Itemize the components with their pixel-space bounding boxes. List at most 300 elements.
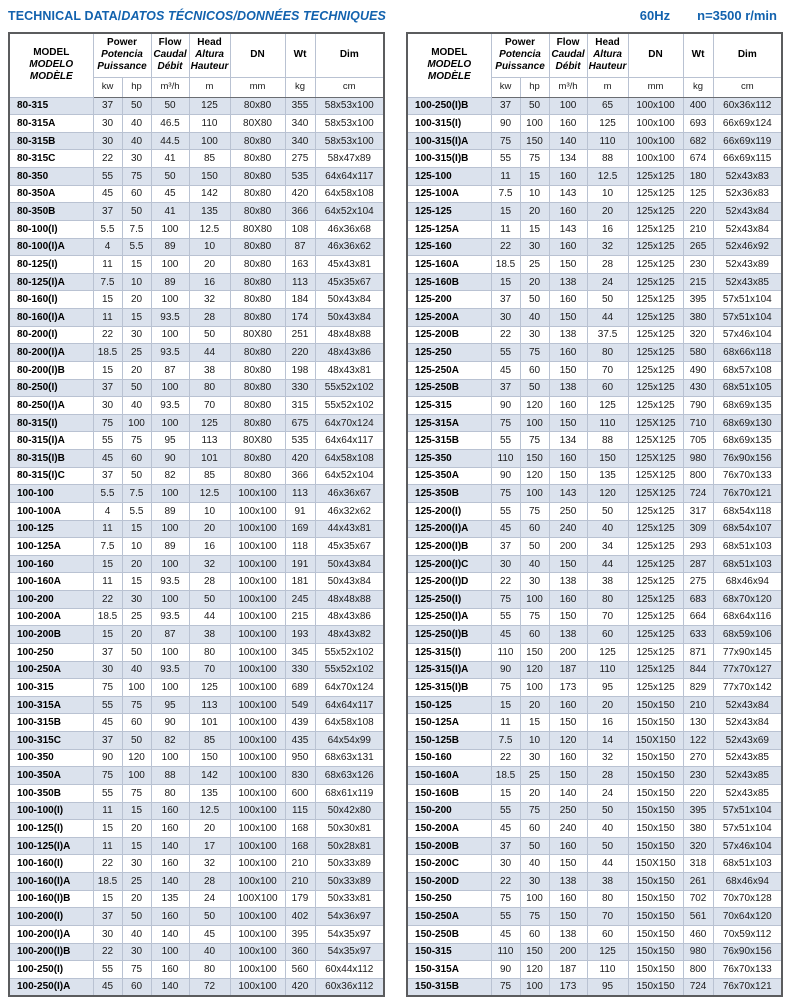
model-cell: 150-315A — [407, 961, 491, 979]
wt-cell: 108 — [285, 220, 315, 238]
kw-cell: 30 — [491, 555, 520, 573]
hp-cell: 50 — [520, 291, 549, 309]
flow-cell: 100 — [151, 291, 189, 309]
head-cell: 125 — [587, 397, 628, 415]
dim-cell: 50x43x84 — [315, 555, 384, 573]
model-cell: 100-125 — [9, 520, 93, 538]
dn-cell: 150x150 — [628, 714, 683, 732]
wt-cell: 122 — [683, 732, 713, 750]
table-row — [407, 714, 782, 732]
head-cell: 44 — [587, 555, 628, 573]
pump-table-right — [406, 32, 783, 997]
hp-cell: 30 — [122, 591, 151, 609]
hp-cell: 40 — [122, 132, 151, 150]
dn-cell: 100x100 — [230, 820, 285, 838]
head-cell: 80 — [189, 379, 230, 397]
dn-cell: 100x100 — [230, 925, 285, 943]
table-row — [407, 450, 782, 468]
wt-cell: 560 — [285, 961, 315, 979]
dim-cell: 52x43x85 — [713, 273, 782, 291]
model-cell: 100-315A — [9, 696, 93, 714]
dim-cell: 68x70x120 — [713, 591, 782, 609]
model-cell: 100-160(I)B — [9, 890, 93, 908]
head-cell: 40 — [587, 820, 628, 838]
model-cell: 80-125(I) — [9, 256, 93, 274]
dn-cell: 80x80 — [230, 238, 285, 256]
table-row — [9, 309, 384, 327]
kw-cell: 22 — [491, 573, 520, 591]
wt-cell: 950 — [285, 749, 315, 767]
hp-cell: 30 — [122, 326, 151, 344]
unit-kw: kw — [93, 77, 122, 97]
hp-cell: 15 — [122, 837, 151, 855]
table-row — [407, 643, 782, 661]
model-cell: 125-350A — [407, 467, 491, 485]
dim-cell: 50x30x81 — [315, 820, 384, 838]
dim-cell: 64x52x104 — [315, 467, 384, 485]
flow-cell: 160 — [549, 450, 587, 468]
table-row — [407, 732, 782, 750]
dim-cell: 68x69x130 — [713, 414, 782, 432]
flow-cell: 100 — [151, 326, 189, 344]
dn-cell: 125x125 — [628, 573, 683, 591]
table-row — [9, 784, 384, 802]
model-cell: 80-160(I) — [9, 291, 93, 309]
column-header-head — [587, 33, 628, 77]
hp-cell: 150 — [520, 132, 549, 150]
dn-cell: 150x150 — [628, 873, 683, 891]
dn-cell: 80x80 — [230, 379, 285, 397]
kw-cell: 11 — [93, 573, 122, 591]
hp-cell: 15 — [122, 520, 151, 538]
table-row — [407, 168, 782, 186]
dim-cell: 54x36x97 — [315, 908, 384, 926]
hp-cell: 30 — [520, 573, 549, 591]
wt-cell: 844 — [683, 661, 713, 679]
dn-cell: 100x100 — [230, 961, 285, 979]
dim-cell: 64x52x104 — [315, 203, 384, 221]
table-row — [9, 696, 384, 714]
model-cell: 125-160 — [407, 238, 491, 256]
kw-cell: 15 — [93, 890, 122, 908]
wt-cell: 871 — [683, 643, 713, 661]
model-cell: 100-160A — [9, 573, 93, 591]
flow-cell: 200 — [549, 538, 587, 556]
dim-cell: 46x36x62 — [315, 238, 384, 256]
model-cell: 125-200(I)A — [407, 520, 491, 538]
kw-cell: 30 — [491, 309, 520, 327]
flow-cell: 200 — [549, 643, 587, 661]
table-row — [407, 591, 782, 609]
flow-cell: 140 — [549, 784, 587, 802]
dn-cell: 80x80 — [230, 150, 285, 168]
flow-cell: 100 — [151, 591, 189, 609]
dim-cell: 52x43x85 — [713, 784, 782, 802]
wt-cell: 320 — [683, 837, 713, 855]
hp-cell: 50 — [122, 732, 151, 750]
kw-cell: 75 — [491, 414, 520, 432]
kw-cell: 37 — [93, 379, 122, 397]
head-cell: 37.5 — [587, 326, 628, 344]
kw-cell: 22 — [491, 873, 520, 891]
kw-cell: 55 — [491, 502, 520, 520]
hp-cell: 25 — [122, 873, 151, 891]
dn-cell: 80x80 — [230, 309, 285, 327]
kw-cell: 4 — [93, 502, 122, 520]
hp-cell: 30 — [520, 873, 549, 891]
model-cell: 80-250(I) — [9, 379, 93, 397]
head-cell: 85 — [189, 732, 230, 750]
head-cell: 20 — [189, 820, 230, 838]
hp-cell: 75 — [520, 802, 549, 820]
table-row — [9, 608, 384, 626]
dim-cell: 52x43x85 — [713, 749, 782, 767]
dim-cell: 66x69x119 — [713, 132, 782, 150]
dim-cell: 52x43x84 — [713, 696, 782, 714]
table-header — [9, 33, 384, 97]
dn-cell: 150x150 — [628, 696, 683, 714]
unit-dim: cm — [315, 77, 384, 97]
kw-cell: 15 — [93, 820, 122, 838]
kw-cell: 11 — [93, 309, 122, 327]
dim-cell: 48x43x81 — [315, 361, 384, 379]
dn-cell: 100x100 — [230, 978, 285, 996]
kw-cell: 22 — [491, 326, 520, 344]
head-cell: 60 — [587, 379, 628, 397]
kw-cell: 30 — [93, 132, 122, 150]
unit-head: m — [587, 77, 628, 97]
head-cell: 113 — [189, 696, 230, 714]
flow-cell: 173 — [549, 978, 587, 996]
flow-cell: 90 — [151, 714, 189, 732]
kw-cell: 90 — [93, 749, 122, 767]
model-cell: 125-315B — [407, 432, 491, 450]
dn-cell: 100x100 — [628, 150, 683, 168]
wt-cell: 395 — [285, 925, 315, 943]
dim-cell: 64x64x117 — [315, 432, 384, 450]
flow-cell: 138 — [549, 379, 587, 397]
kw-cell: 22 — [491, 238, 520, 256]
dim-cell: 54x35x97 — [315, 943, 384, 961]
model-cell: 150-125 — [407, 696, 491, 714]
flow-label-en: Flow — [556, 37, 580, 49]
column-header-dim: Dim — [315, 33, 384, 77]
dim-cell: 55x52x102 — [315, 379, 384, 397]
wt-cell: 400 — [683, 97, 713, 115]
dim-cell: 64x58x108 — [315, 450, 384, 468]
hp-cell: 100 — [520, 414, 549, 432]
hp-cell: 75 — [520, 150, 549, 168]
wt-cell: 600 — [285, 784, 315, 802]
model-cell: 125-350 — [407, 450, 491, 468]
table-row — [9, 291, 384, 309]
hp-cell: 7.5 — [122, 485, 151, 503]
hp-cell: 40 — [122, 661, 151, 679]
pump-table-right-body — [407, 97, 782, 996]
head-label-fr: Hauteur — [190, 61, 229, 73]
kw-cell: 90 — [491, 115, 520, 133]
hp-cell: 10 — [122, 273, 151, 291]
head-cell: 32 — [587, 749, 628, 767]
model-cell: 100-200 — [9, 591, 93, 609]
flow-cell: 134 — [549, 432, 587, 450]
dn-cell: 125x125 — [628, 397, 683, 415]
dn-cell: 125x125 — [628, 591, 683, 609]
head-cell: 60 — [587, 925, 628, 943]
wt-cell: 130 — [683, 714, 713, 732]
head-cell: 28 — [587, 767, 628, 785]
dn-cell: 125x125 — [628, 361, 683, 379]
hp-cell: 50 — [122, 379, 151, 397]
wt-cell: 174 — [285, 309, 315, 327]
unit-flow: m³/h — [549, 77, 587, 97]
flow-cell: 150 — [549, 608, 587, 626]
table-row — [407, 132, 782, 150]
head-cell: 40 — [189, 943, 230, 961]
hp-cell: 75 — [122, 961, 151, 979]
kw-cell: 45 — [491, 820, 520, 838]
hp-cell: 75 — [520, 608, 549, 626]
table-row — [9, 714, 384, 732]
model-cell: 125-315A — [407, 414, 491, 432]
dim-cell: 64x54x99 — [315, 732, 384, 750]
kw-cell: 75 — [93, 679, 122, 697]
wt-cell: 380 — [683, 820, 713, 838]
wt-cell: 168 — [285, 820, 315, 838]
dn-cell: 125x125 — [628, 520, 683, 538]
model-cell: 100-250(I)B — [407, 97, 491, 115]
flow-cell: 150 — [549, 414, 587, 432]
flow-cell: 140 — [549, 132, 587, 150]
column-header-wt: Wt — [285, 33, 315, 77]
dn-cell: 150x150 — [628, 943, 683, 961]
model-cell: 150-160 — [407, 749, 491, 767]
dim-cell: 57x51x104 — [713, 802, 782, 820]
wt-cell: 420 — [285, 450, 315, 468]
wt-cell: 113 — [285, 485, 315, 503]
flow-cell: 140 — [151, 925, 189, 943]
dim-cell: 48x43x86 — [315, 344, 384, 362]
hp-cell: 75 — [122, 784, 151, 802]
power-label-es: Potencia — [101, 49, 143, 61]
kw-cell: 11 — [491, 168, 520, 186]
wt-cell: 980 — [683, 450, 713, 468]
kw-cell: 55 — [491, 802, 520, 820]
kw-cell: 55 — [93, 168, 122, 186]
power-label-en: Power — [107, 37, 138, 49]
flow-cell: 93.5 — [151, 397, 189, 415]
dn-cell: 150X150 — [628, 732, 683, 750]
dn-cell: 125X125 — [628, 485, 683, 503]
table-row — [9, 361, 384, 379]
dim-cell: 57x51x104 — [713, 820, 782, 838]
head-cell: 16 — [587, 220, 628, 238]
hp-cell: 75 — [520, 908, 549, 926]
model-cell: 80-100(I)A — [9, 238, 93, 256]
dn-cell: 80x80 — [230, 185, 285, 203]
flow-cell: 44.5 — [151, 132, 189, 150]
dn-cell: 100x100 — [230, 643, 285, 661]
dim-cell: 52x43x84 — [713, 714, 782, 732]
wt-cell: 179 — [285, 890, 315, 908]
flow-cell: 160 — [549, 168, 587, 186]
power-label-fr: Puissance — [97, 61, 147, 73]
dim-cell: 76x90x156 — [713, 450, 782, 468]
table-row — [9, 837, 384, 855]
model-cell: 100-315 — [9, 679, 93, 697]
dn-cell: 80x80 — [230, 168, 285, 186]
dn-cell: 125X125 — [628, 467, 683, 485]
kw-cell: 110 — [491, 643, 520, 661]
model-cell: 80-100(I) — [9, 220, 93, 238]
model-cell: 100-125(I)A — [9, 837, 93, 855]
dim-cell: 46x36x67 — [315, 485, 384, 503]
hp-cell: 60 — [520, 820, 549, 838]
kw-cell: 18.5 — [93, 873, 122, 891]
flow-cell: 46.5 — [151, 115, 189, 133]
model-label-es: MODELO — [29, 59, 74, 71]
hp-cell: 10 — [520, 732, 549, 750]
dim-cell: 52x43x83 — [713, 168, 782, 186]
model-cell: 100-200A — [9, 608, 93, 626]
flow-cell: 93.5 — [151, 309, 189, 327]
wt-cell: 435 — [285, 732, 315, 750]
hp-cell: 25 — [122, 344, 151, 362]
dim-cell: 68x51x103 — [713, 555, 782, 573]
dim-cell: 50x42x80 — [315, 802, 384, 820]
kw-cell: 45 — [93, 978, 122, 996]
wt-cell: 675 — [285, 414, 315, 432]
table-row — [407, 855, 782, 873]
dn-cell: 125x125 — [628, 643, 683, 661]
dn-cell: 150x150 — [628, 837, 683, 855]
head-cell: 24 — [587, 784, 628, 802]
wt-cell: 830 — [285, 767, 315, 785]
table-row — [407, 467, 782, 485]
hp-cell: 10 — [122, 538, 151, 556]
hp-cell: 50 — [520, 97, 549, 115]
wt-cell: 340 — [285, 115, 315, 133]
dn-cell: 150x150 — [628, 978, 683, 996]
dim-cell: 50x33x89 — [315, 855, 384, 873]
kw-cell: 37 — [491, 538, 520, 556]
hp-cell: 50 — [520, 837, 549, 855]
dim-cell: 45x35x67 — [315, 538, 384, 556]
hp-cell: 60 — [520, 626, 549, 644]
table-row — [407, 573, 782, 591]
dn-cell: 100x100 — [230, 802, 285, 820]
kw-cell: 90 — [491, 961, 520, 979]
kw-cell: 22 — [93, 326, 122, 344]
dn-cell: 150x150 — [628, 820, 683, 838]
kw-cell: 7.5 — [93, 273, 122, 291]
table-row — [407, 943, 782, 961]
hp-cell: 60 — [122, 185, 151, 203]
flow-cell: 160 — [549, 696, 587, 714]
table-row — [407, 238, 782, 256]
model-cell: 125-160B — [407, 273, 491, 291]
dim-cell: 76x70x121 — [713, 485, 782, 503]
dn-cell: 80X80 — [230, 326, 285, 344]
dn-cell: 80X80 — [230, 115, 285, 133]
head-cell: 135 — [587, 467, 628, 485]
table-row — [407, 661, 782, 679]
model-cell: 100-350A — [9, 767, 93, 785]
dn-cell: 125x125 — [628, 538, 683, 556]
hp-cell: 50 — [122, 643, 151, 661]
flow-label-fr: Débit — [555, 61, 581, 73]
table-row — [407, 273, 782, 291]
kw-cell: 75 — [491, 978, 520, 996]
model-cell: 125-100A — [407, 185, 491, 203]
table-row — [9, 890, 384, 908]
dim-cell: 77x70x142 — [713, 679, 782, 697]
head-cell: 70 — [587, 608, 628, 626]
pump-table-left — [8, 32, 385, 997]
head-cell: 17 — [189, 837, 230, 855]
head-cell: 24 — [189, 890, 230, 908]
kw-cell: 45 — [93, 185, 122, 203]
hp-cell: 75 — [122, 168, 151, 186]
model-cell: 150-160A — [407, 767, 491, 785]
unit-wt: kg — [683, 77, 713, 97]
table-row — [9, 115, 384, 133]
flow-cell: 200 — [549, 943, 587, 961]
wt-cell: 193 — [285, 626, 315, 644]
table-row — [9, 238, 384, 256]
flow-cell: 89 — [151, 273, 189, 291]
dim-cell: 48x43x86 — [315, 608, 384, 626]
wt-cell: 724 — [683, 978, 713, 996]
hp-cell: 20 — [520, 784, 549, 802]
wt-cell: 439 — [285, 714, 315, 732]
flow-cell: 80 — [151, 784, 189, 802]
head-cell: 16 — [189, 273, 230, 291]
head-cell: 70 — [189, 397, 230, 415]
kw-cell: 75 — [491, 679, 520, 697]
table-row — [9, 820, 384, 838]
flow-cell: 138 — [549, 273, 587, 291]
flow-cell: 89 — [151, 538, 189, 556]
hp-cell: 15 — [520, 714, 549, 732]
model-label-en: MODEL — [431, 47, 468, 59]
head-cell: 40 — [587, 520, 628, 538]
wt-cell: 191 — [285, 555, 315, 573]
table-row — [9, 485, 384, 503]
head-cell: 45 — [189, 925, 230, 943]
model-cell: 125-315(I) — [407, 643, 491, 661]
dn-cell: 125x125 — [628, 626, 683, 644]
table-row — [407, 256, 782, 274]
head-cell: 38 — [587, 573, 628, 591]
model-cell: 125-200A — [407, 309, 491, 327]
hp-cell: 20 — [122, 820, 151, 838]
table-row — [407, 784, 782, 802]
dim-cell: 68x69x135 — [713, 397, 782, 415]
model-cell: 100-315C — [9, 732, 93, 750]
flow-cell: 89 — [151, 238, 189, 256]
kw-cell: 45 — [93, 450, 122, 468]
kw-cell: 15 — [491, 273, 520, 291]
flow-cell: 100 — [549, 97, 587, 115]
head-cell: 12.5 — [189, 220, 230, 238]
table-row — [407, 925, 782, 943]
wt-cell: 115 — [285, 802, 315, 820]
flow-cell: 41 — [151, 203, 189, 221]
head-cell: 80 — [189, 643, 230, 661]
hp-cell: 100 — [520, 679, 549, 697]
dim-cell: 50x33x81 — [315, 890, 384, 908]
